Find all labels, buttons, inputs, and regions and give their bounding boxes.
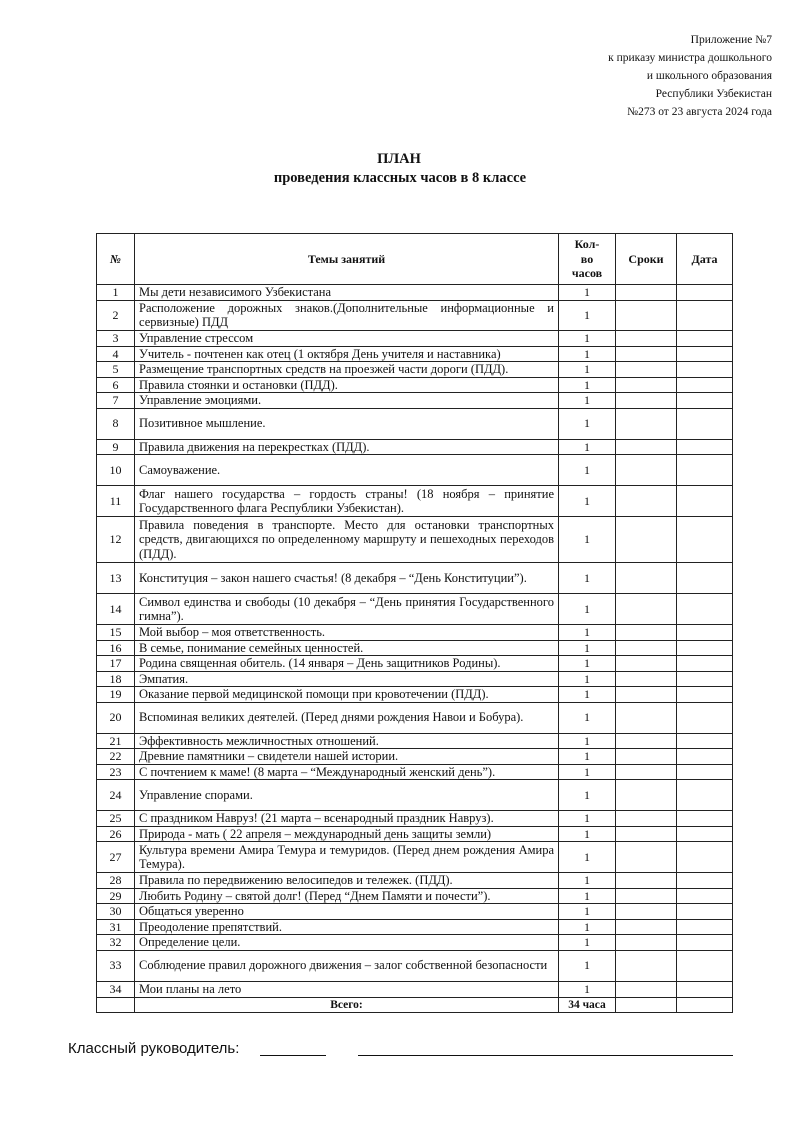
row-hours: 1: [559, 656, 616, 672]
row-deadline: [616, 671, 677, 687]
row-deadline: [616, 981, 677, 997]
row-number: 31: [97, 919, 135, 935]
row-number: 28: [97, 873, 135, 889]
row-deadline: [616, 873, 677, 889]
row-hours: 1: [559, 904, 616, 920]
row-number: 10: [97, 455, 135, 486]
row-topic: Эмпатия.: [135, 671, 559, 687]
row-deadline: [616, 733, 677, 749]
row-deadline: [616, 687, 677, 703]
row-deadline: [616, 656, 677, 672]
row-date: [677, 330, 733, 346]
row-deadline: [616, 594, 677, 625]
row-deadline: [616, 300, 677, 330]
row-date: [677, 780, 733, 811]
header-number: №: [97, 234, 135, 285]
header-hours: [559, 234, 616, 285]
row-topic: Управление эмоциями.: [135, 393, 559, 409]
row-number: 4: [97, 346, 135, 362]
row-topic: Правила движения на перекрестках (ПДД).: [135, 439, 559, 455]
row-date: [677, 300, 733, 330]
table-row: [97, 873, 733, 889]
total-row: [97, 997, 733, 1013]
row-date: [677, 594, 733, 625]
row-date: [677, 640, 733, 656]
table-row: [97, 888, 733, 904]
row-hours: 1: [559, 285, 616, 301]
table-row: [97, 439, 733, 455]
appendix-line: Республики Узбекистан: [655, 88, 772, 100]
row-hours: 1: [559, 640, 616, 656]
row-hours: 1: [559, 330, 616, 346]
table-row: [97, 826, 733, 842]
title-line-2: проведения классных часов в 8 классе: [273, 170, 527, 186]
row-topic: Древние памятники – свидетели нашей истории.: [135, 749, 559, 765]
row-deadline: [616, 702, 677, 733]
row-date: [677, 826, 733, 842]
plan-table: [96, 233, 733, 1013]
row-number: 32: [97, 935, 135, 951]
row-deadline: [616, 362, 677, 378]
row-deadline: [616, 888, 677, 904]
row-topic: Правила поведения в транспорте. Место для остановки транспортных средств, двигающихся по определенному маршруту и пешеходных переходов (ПДД).: [135, 517, 559, 563]
table-row: [97, 346, 733, 362]
row-date: [677, 362, 733, 378]
row-hours: 1: [559, 935, 616, 951]
row-date: [677, 935, 733, 951]
row-number: 17: [97, 656, 135, 672]
row-deadline: [616, 285, 677, 301]
row-date: [677, 408, 733, 439]
row-number: 19: [97, 687, 135, 703]
row-date: [677, 517, 733, 563]
row-topic: Соблюдение правил дорожного движения – залог собственной безопасности: [135, 950, 559, 981]
row-hours: 1: [559, 919, 616, 935]
row-topic: Размещение транспортных средств на проезжей части дороги (ПДД).: [135, 362, 559, 378]
row-hours: 1: [559, 346, 616, 362]
table-row: [97, 981, 733, 997]
row-deadline: [616, 950, 677, 981]
appendix-line: №273 от 23 августа 2024 года: [627, 106, 772, 118]
row-number: 14: [97, 594, 135, 625]
row-date: [677, 377, 733, 393]
row-deadline: [616, 935, 677, 951]
table-row: [97, 330, 733, 346]
title-line-1: ПЛАН: [377, 151, 421, 167]
table-row: [97, 811, 733, 827]
row-topic: Определение цели.: [135, 935, 559, 951]
table-row: [97, 393, 733, 409]
row-topic: Мы дети независимого Узбекистана: [135, 285, 559, 301]
table-row: [97, 702, 733, 733]
row-date: [677, 950, 733, 981]
table-row: [97, 640, 733, 656]
row-hours: 1: [559, 811, 616, 827]
row-date: [677, 455, 733, 486]
row-deadline: [616, 346, 677, 362]
row-topic: Родина священная обитель. (14 января – День защитников Родины).: [135, 656, 559, 672]
signature-line: [260, 1055, 326, 1056]
table-row: [97, 563, 733, 594]
row-date: [677, 811, 733, 827]
table-row: [97, 687, 733, 703]
table-row: [97, 919, 733, 935]
row-topic: Флаг нашего государства – гордость страны! (18 ноября – принятие Государственного флага Республики Узбекистан).: [135, 486, 559, 517]
row-topic: Эффективность межличностных отношений.: [135, 733, 559, 749]
row-hours: 1: [559, 826, 616, 842]
row-number: 33: [97, 950, 135, 981]
row-date: [677, 346, 733, 362]
row-topic: С праздником Навруз! (21 марта – всенародный праздник Навруз).: [135, 811, 559, 827]
row-deadline: [616, 904, 677, 920]
row-deadline: [616, 486, 677, 517]
row-date: [677, 842, 733, 873]
header-hours-line: часов: [571, 266, 603, 281]
table-row: [97, 455, 733, 486]
row-date: [677, 981, 733, 997]
row-topic: Общаться уверенно: [135, 904, 559, 920]
row-topic: Учитель - почтенен как отец (1 октября День учителя и наставника): [135, 346, 559, 362]
row-hours: 1: [559, 981, 616, 997]
row-deadline: [616, 408, 677, 439]
row-date: [677, 486, 733, 517]
row-date: [677, 702, 733, 733]
row-date: [677, 393, 733, 409]
row-deadline: [616, 780, 677, 811]
row-hours: 1: [559, 455, 616, 486]
row-hours: 1: [559, 594, 616, 625]
table-row: [97, 904, 733, 920]
row-deadline: [616, 919, 677, 935]
row-number: 24: [97, 780, 135, 811]
row-deadline: [616, 455, 677, 486]
table-row: [97, 935, 733, 951]
row-date: [677, 733, 733, 749]
table-row: [97, 625, 733, 641]
row-topic: Вспоминая великих деятелей. (Перед днями рождения Навои и Бобура).: [135, 702, 559, 733]
row-date: [677, 563, 733, 594]
header-hours-line: во: [580, 251, 594, 266]
row-topic: Самоуважение.: [135, 455, 559, 486]
row-topic: Управление спорами.: [135, 780, 559, 811]
row-hours: 1: [559, 842, 616, 873]
row-topic: Конституция – закон нашего счастья! (8 декабря – “День Конституции”).: [135, 563, 559, 594]
row-date: [677, 873, 733, 889]
row-number: 1: [97, 285, 135, 301]
table-row: [97, 300, 733, 330]
row-hours: 1: [559, 950, 616, 981]
row-date: [677, 888, 733, 904]
row-hours: 1: [559, 873, 616, 889]
row-number: 26: [97, 826, 135, 842]
row-number: 3: [97, 330, 135, 346]
total-label: Всего:: [135, 997, 559, 1013]
row-deadline: [616, 842, 677, 873]
table-row: [97, 656, 733, 672]
row-number: 27: [97, 842, 135, 873]
table-row: [97, 764, 733, 780]
total-deadline: [616, 997, 677, 1013]
row-hours: 1: [559, 687, 616, 703]
row-topic: Правила стоянки и остановки (ПДД).: [135, 377, 559, 393]
row-date: [677, 764, 733, 780]
table-row: [97, 733, 733, 749]
row-number: 7: [97, 393, 135, 409]
row-number: 20: [97, 702, 135, 733]
row-hours: 1: [559, 393, 616, 409]
total-blank: [97, 997, 135, 1013]
row-number: 9: [97, 439, 135, 455]
row-hours: 1: [559, 702, 616, 733]
row-hours: 1: [559, 300, 616, 330]
total-hours: 34 часа: [559, 997, 616, 1013]
row-topic: В семье, понимание семейных ценностей.: [135, 640, 559, 656]
row-deadline: [616, 393, 677, 409]
row-topic: Мои планы на лето: [135, 981, 559, 997]
row-date: [677, 439, 733, 455]
table-row: [97, 517, 733, 563]
row-hours: 1: [559, 408, 616, 439]
row-deadline: [616, 377, 677, 393]
row-date: [677, 285, 733, 301]
row-hours: 1: [559, 377, 616, 393]
table-row: [97, 285, 733, 301]
row-number: 8: [97, 408, 135, 439]
row-number: 13: [97, 563, 135, 594]
row-topic: Мой выбор – моя ответственность.: [135, 625, 559, 641]
row-deadline: [616, 625, 677, 641]
class-teacher-label: Классный руководитель:: [68, 1040, 240, 1057]
row-number: 2: [97, 300, 135, 330]
row-number: 15: [97, 625, 135, 641]
table-row: [97, 594, 733, 625]
row-hours: 1: [559, 439, 616, 455]
row-deadline: [616, 764, 677, 780]
row-topic: С почтением к маме! (8 марта – “Международный женский день”).: [135, 764, 559, 780]
table-header-row: [97, 234, 733, 285]
name-line: [358, 1055, 733, 1056]
table-row: [97, 377, 733, 393]
row-deadline: [616, 517, 677, 563]
table-row: [97, 780, 733, 811]
appendix-line: Приложение №7: [690, 34, 772, 46]
row-hours: 1: [559, 563, 616, 594]
row-date: [677, 687, 733, 703]
row-hours: 1: [559, 517, 616, 563]
header-deadline: Сроки: [616, 234, 677, 285]
table-body: [97, 285, 733, 1013]
row-topic: Культура времени Амира Темура и темуридов. (Перед днем рождения Амира Темура).: [135, 842, 559, 873]
row-topic: Оказание первой медицинской помощи при кровотечении (ПДД).: [135, 687, 559, 703]
row-topic: Расположение дорожных знаков.(Дополнительные информационные и сервизные) ПДД: [135, 300, 559, 330]
table-row: [97, 950, 733, 981]
table-row: [97, 842, 733, 873]
row-date: [677, 656, 733, 672]
row-deadline: [616, 811, 677, 827]
row-hours: 1: [559, 780, 616, 811]
row-hours: 1: [559, 733, 616, 749]
document-title: [0, 150, 800, 188]
table-row: [97, 486, 733, 517]
row-deadline: [616, 439, 677, 455]
appendix-header: [608, 31, 772, 121]
row-number: 6: [97, 377, 135, 393]
row-topic: Природа - мать ( 22 апреля – международный день защиты земли): [135, 826, 559, 842]
table-row: [97, 671, 733, 687]
row-deadline: [616, 826, 677, 842]
row-topic: Любить Родину – святой долг! (Перед “Днем Памяти и почести”).: [135, 888, 559, 904]
row-deadline: [616, 640, 677, 656]
row-number: 25: [97, 811, 135, 827]
row-number: 30: [97, 904, 135, 920]
row-deadline: [616, 749, 677, 765]
row-deadline: [616, 563, 677, 594]
row-hours: 1: [559, 671, 616, 687]
row-number: 34: [97, 981, 135, 997]
header-date: Дата: [677, 234, 733, 285]
row-number: 5: [97, 362, 135, 378]
row-number: 11: [97, 486, 135, 517]
row-number: 29: [97, 888, 135, 904]
row-topic: Правила по передвижению велосипедов и тележек. (ПДД).: [135, 873, 559, 889]
appendix-line: к приказу министра дошкольного: [608, 52, 772, 64]
row-topic: Позитивное мышление.: [135, 408, 559, 439]
row-hours: 1: [559, 362, 616, 378]
row-number: 16: [97, 640, 135, 656]
row-hours: 1: [559, 486, 616, 517]
row-date: [677, 671, 733, 687]
table-row: [97, 749, 733, 765]
row-hours: 1: [559, 749, 616, 765]
row-number: 12: [97, 517, 135, 563]
row-date: [677, 625, 733, 641]
header-topic: Темы занятий: [135, 234, 559, 285]
total-date: [677, 997, 733, 1013]
row-deadline: [616, 330, 677, 346]
table-row: [97, 408, 733, 439]
row-date: [677, 749, 733, 765]
row-date: [677, 904, 733, 920]
row-number: 18: [97, 671, 135, 687]
row-number: 21: [97, 733, 135, 749]
row-date: [677, 919, 733, 935]
row-hours: 1: [559, 888, 616, 904]
row-topic: Преодоление препятствий.: [135, 919, 559, 935]
row-hours: 1: [559, 764, 616, 780]
row-number: 23: [97, 764, 135, 780]
row-topic: Символ единства и свободы (10 декабря – “День принятия Государственного гимна”).: [135, 594, 559, 625]
table-row: [97, 362, 733, 378]
row-number: 22: [97, 749, 135, 765]
row-hours: 1: [559, 625, 616, 641]
header-hours-line: Кол-: [574, 237, 600, 252]
appendix-line: и школьного образования: [646, 70, 772, 82]
row-topic: Управление стрессом: [135, 330, 559, 346]
